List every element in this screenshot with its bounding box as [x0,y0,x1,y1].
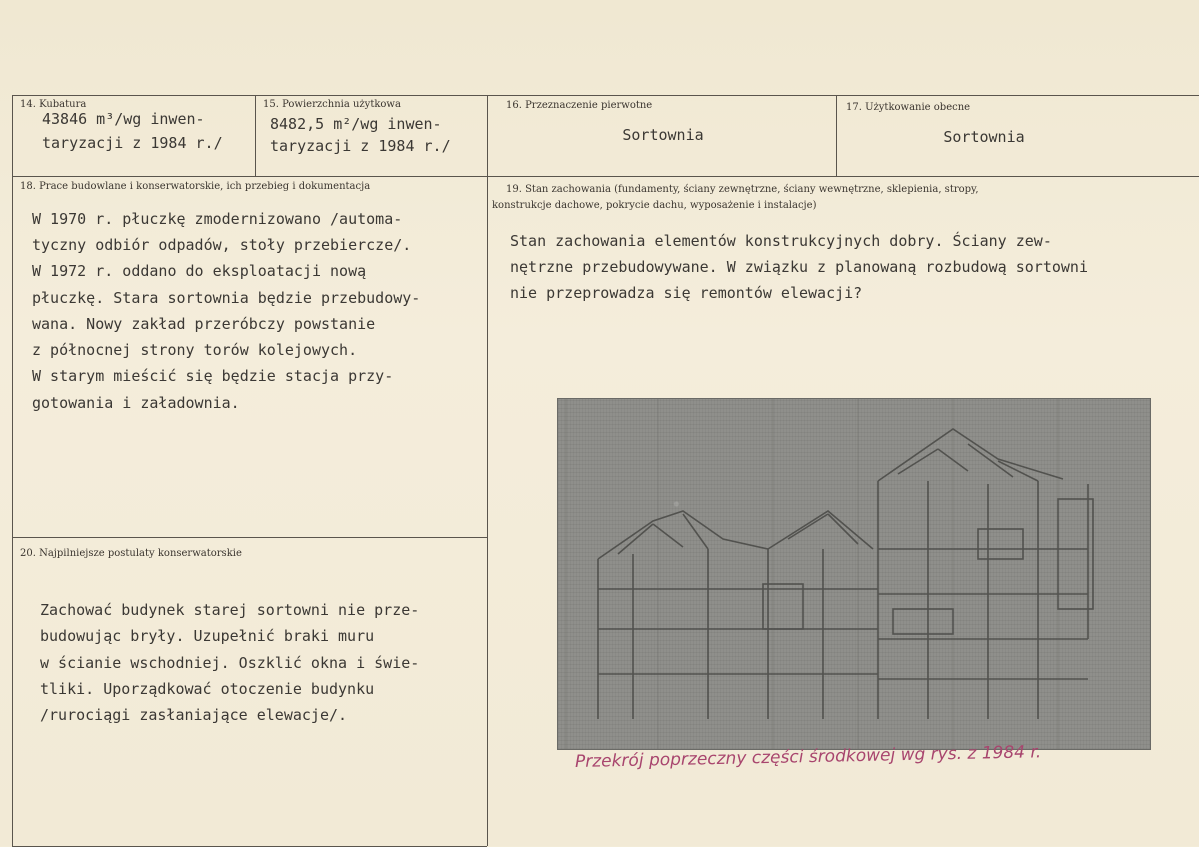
field-18-line-6: z północnej strony torów kolejowych. [32,341,358,359]
field-18-line-3: W 1972 r. oddano do eksploatacji nową [32,262,367,280]
field-17-value: Sortownia [943,128,1025,146]
field-16-label: 16. Przeznaczenie pierwotne [506,100,653,111]
row-divider-1 [12,176,1199,177]
col-divider-1 [255,95,256,176]
field-15-label: 15. Powierzchnia użytkowa [263,99,401,110]
field-19-line-3: nie przeprowadza się remontów elewacji? [510,284,863,302]
field-18-line-1: W 1970 r. płuczkę zmodernizowano /automa- [32,210,403,228]
row-divider-left [12,537,487,538]
field-14-label: 14. Kubatura [20,99,87,110]
field-20-line-1: Zachować budynek starej sortowni nie prze- [40,601,420,619]
col-divider-3 [836,95,837,176]
field-17-label: 17. Użytkowanie obecne [846,102,971,113]
field-19-line-2: nętrzne przebudowywane. W związku z planowaną rozbudową sortowni [510,258,1088,276]
field-20-line-3: w ścianie wschodniej. Oszklić okna i świe- [40,654,420,672]
field-20-label: 20. Najpilniejsze postulaty konserwatorskie [20,548,242,559]
cross-section-drawing-photo [557,398,1151,750]
field-18-line-4: płuczkę. Stara sortownia będzie przebudowy- [32,289,421,307]
drawing-caption: Przekrój poprzeczny części środkowej wg rys. z 1984 r. [574,742,1042,772]
field-19-label-line1: 19. Stan zachowania (fundamenty, ściany zewnętrzne, ściany wewnętrzne, sklepienia, stropy, [506,184,979,195]
field-14-value-line1: 43846 m³/wg inwen- [42,110,205,128]
field-14-value-line2: taryzacji z 1984 r./ [42,134,223,152]
form-top-border [12,95,1199,96]
field-18-line-8: gotowania i załadownia. [32,394,240,412]
left-border [12,95,13,846]
field-18-line-2: tyczny odbiór odpadów, stoły przebiercze/. [32,236,412,254]
field-19-line-1: Stan zachowania elementów konstrukcyjnych dobry. Ściany zew- [510,232,1052,250]
field-18-line-5: wana. Nowy zakład przeróbczy powstanie [32,315,376,333]
field-20-line-4: tliki. Uporządkować otoczenie budynku [40,680,375,698]
field-15-value-line2: taryzacji z 1984 r./ [270,137,451,155]
field-15-value-line1: 8482,5 m²/wg inwen- [270,115,442,133]
field-18-label: 18. Prace budowlane i konserwatorskie, ich przebieg i dokumentacja [20,181,371,192]
cross-section-drawing-icon [558,399,1150,749]
field-18-line-7: W starym mieścić się będzie stacja przy- [32,367,394,385]
field-19-label-line2: konstrukcje dachowe, pokrycie dachu, wyposażenie i instalacje) [492,200,817,211]
field-16-value: Sortownia [622,126,704,144]
field-20-line-2: budowując bryły. Uzupełnić braki muru [40,627,375,645]
field-20-line-5: /rurociągi zasłaniające elewacje/. [40,706,348,724]
col-divider-main [487,95,488,846]
